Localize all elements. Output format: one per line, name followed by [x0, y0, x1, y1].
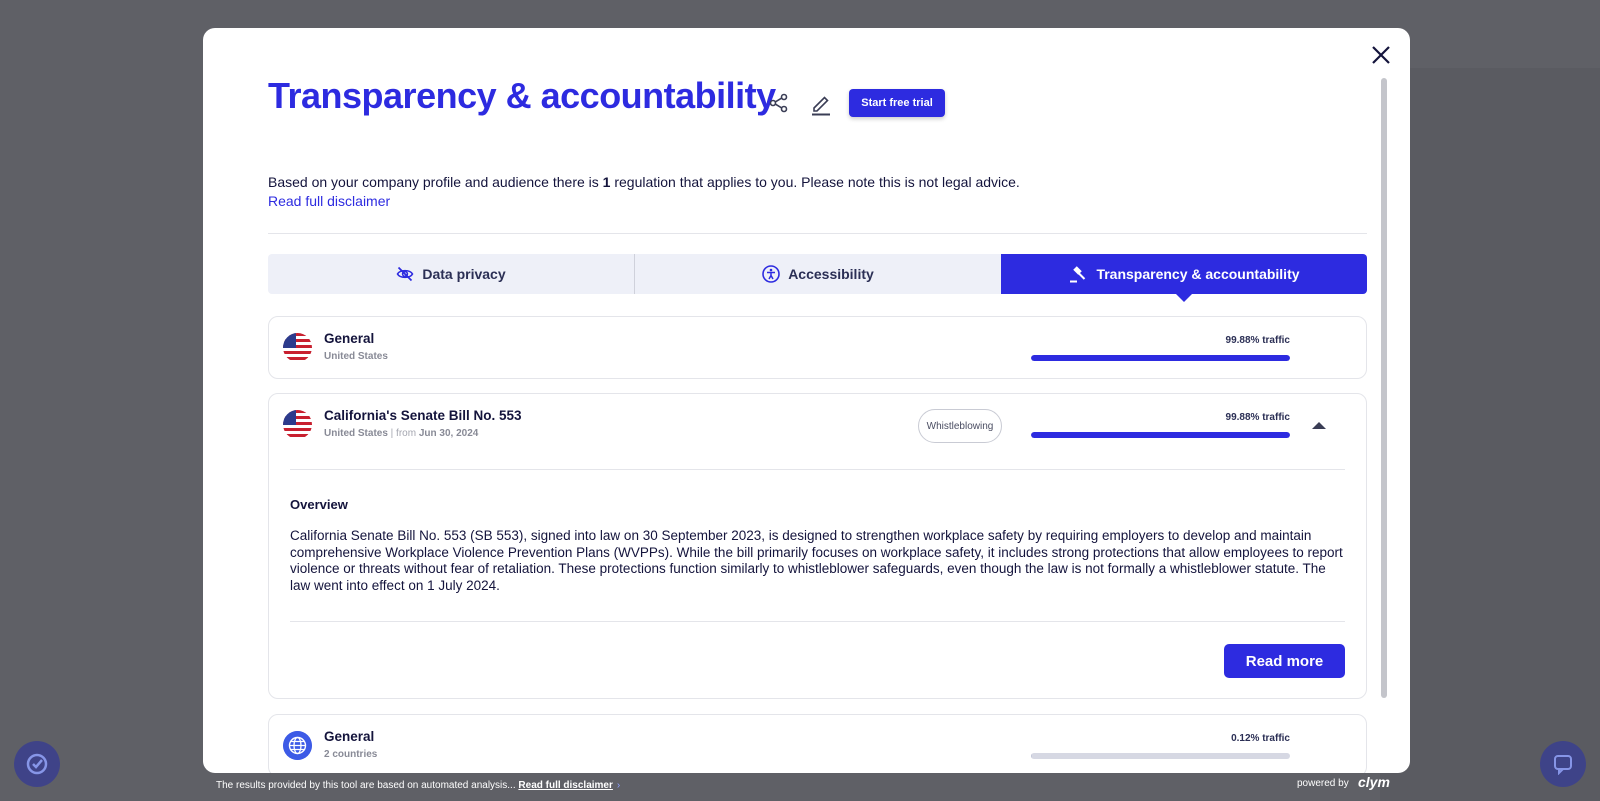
badge-check-icon — [25, 752, 49, 776]
chat-launcher-button[interactable] — [1540, 741, 1586, 787]
footer-disclaimer: The results provided by this tool are based on automated analysis... Read full disclaimer › — [216, 780, 621, 791]
start-free-trial-button[interactable]: Start free trial — [849, 89, 945, 117]
traffic-bar — [1031, 753, 1290, 759]
traffic-bar — [1031, 432, 1290, 438]
backdrop-page — [1380, 68, 1600, 801]
compliance-modal — [203, 28, 1410, 773]
tab-transparency[interactable]: Transparency & accountability — [1001, 254, 1367, 294]
category-tabs — [268, 254, 1367, 294]
globe-icon — [283, 731, 312, 760]
regulation-card[interactable] — [268, 714, 1367, 773]
chevron-up-icon[interactable] — [1309, 418, 1329, 432]
regulation-count: 1 — [602, 174, 611, 190]
chevron-right-icon: › — [616, 780, 621, 791]
overview-text: California Senate Bill No. 553 (SB 553), signed into law on 30 September 2023, is designed to strengthen workplace safety by requiring employers to develop and maintain comprehensive Workplace Violence Prevention Plans (WVPPs). While the bill primarily focuses on workplace safety, it includes strong protections that allow employees to report violence or threats without fear of retaliation. These protections function similarly to whistleblower safeguards, even though the law is not formally a whistleblower statute. The law went into effect on 1 July 2024. — [290, 528, 1343, 593]
powered-by-label: powered by — [1297, 778, 1349, 789]
regulation-title: General — [324, 729, 375, 744]
read-disclaimer-link[interactable]: Read full disclaimer — [268, 193, 391, 209]
us-flag-icon — [283, 333, 312, 362]
regulation-region: United States — [324, 351, 388, 362]
traffic-label: 0.12% traffic — [1231, 733, 1290, 744]
chat-icon — [1552, 753, 1574, 775]
traffic-label: 99.88% traffic — [1225, 412, 1290, 423]
regulation-card[interactable] — [268, 316, 1367, 379]
regulation-region: 2 countries — [324, 749, 378, 760]
overview-heading: Overview — [290, 497, 348, 512]
traffic-label: 99.88% traffic — [1225, 335, 1290, 346]
category-tag[interactable]: Whistleblowing — [918, 409, 1002, 443]
us-flag-icon — [283, 410, 312, 439]
effective-date: Jun 30, 2024 — [418, 428, 479, 439]
regulation-title: California's Senate Bill No. 553 — [324, 408, 522, 423]
edit-icon[interactable] — [810, 92, 832, 116]
divider — [290, 621, 1345, 622]
regulation-card-expanded — [268, 393, 1367, 699]
regulation-region: United States | from Jun 30, 2024 — [324, 428, 479, 439]
intro-text: Based on your company profile and audience there is 1 regulation that applies to you. Please note this is not legal advice. — [268, 174, 1020, 190]
scrollbar-thumb[interactable] — [1381, 78, 1387, 698]
divider — [290, 469, 1345, 470]
floating-widget-button[interactable] — [14, 741, 60, 787]
divider — [268, 233, 1367, 234]
eye-off-icon — [396, 265, 414, 283]
scrollbar[interactable] — [1381, 78, 1387, 773]
read-more-button[interactable]: Read more — [1224, 644, 1345, 678]
regulation-title: General — [324, 331, 375, 346]
footer-disclaimer-link[interactable]: Read full disclaimer — [518, 780, 613, 791]
traffic-bar — [1031, 355, 1290, 361]
tab-data-privacy[interactable]: Data privacy — [268, 254, 635, 294]
page-title: Transparency & accountability — [268, 75, 776, 116]
accessibility-icon — [762, 265, 780, 283]
close-icon[interactable] — [1368, 42, 1394, 68]
share-icon[interactable] — [768, 92, 790, 114]
gavel-icon — [1068, 264, 1088, 284]
tab-accessibility[interactable]: Accessibility — [635, 254, 1001, 294]
brand-logo[interactable]: clym — [1358, 774, 1390, 790]
